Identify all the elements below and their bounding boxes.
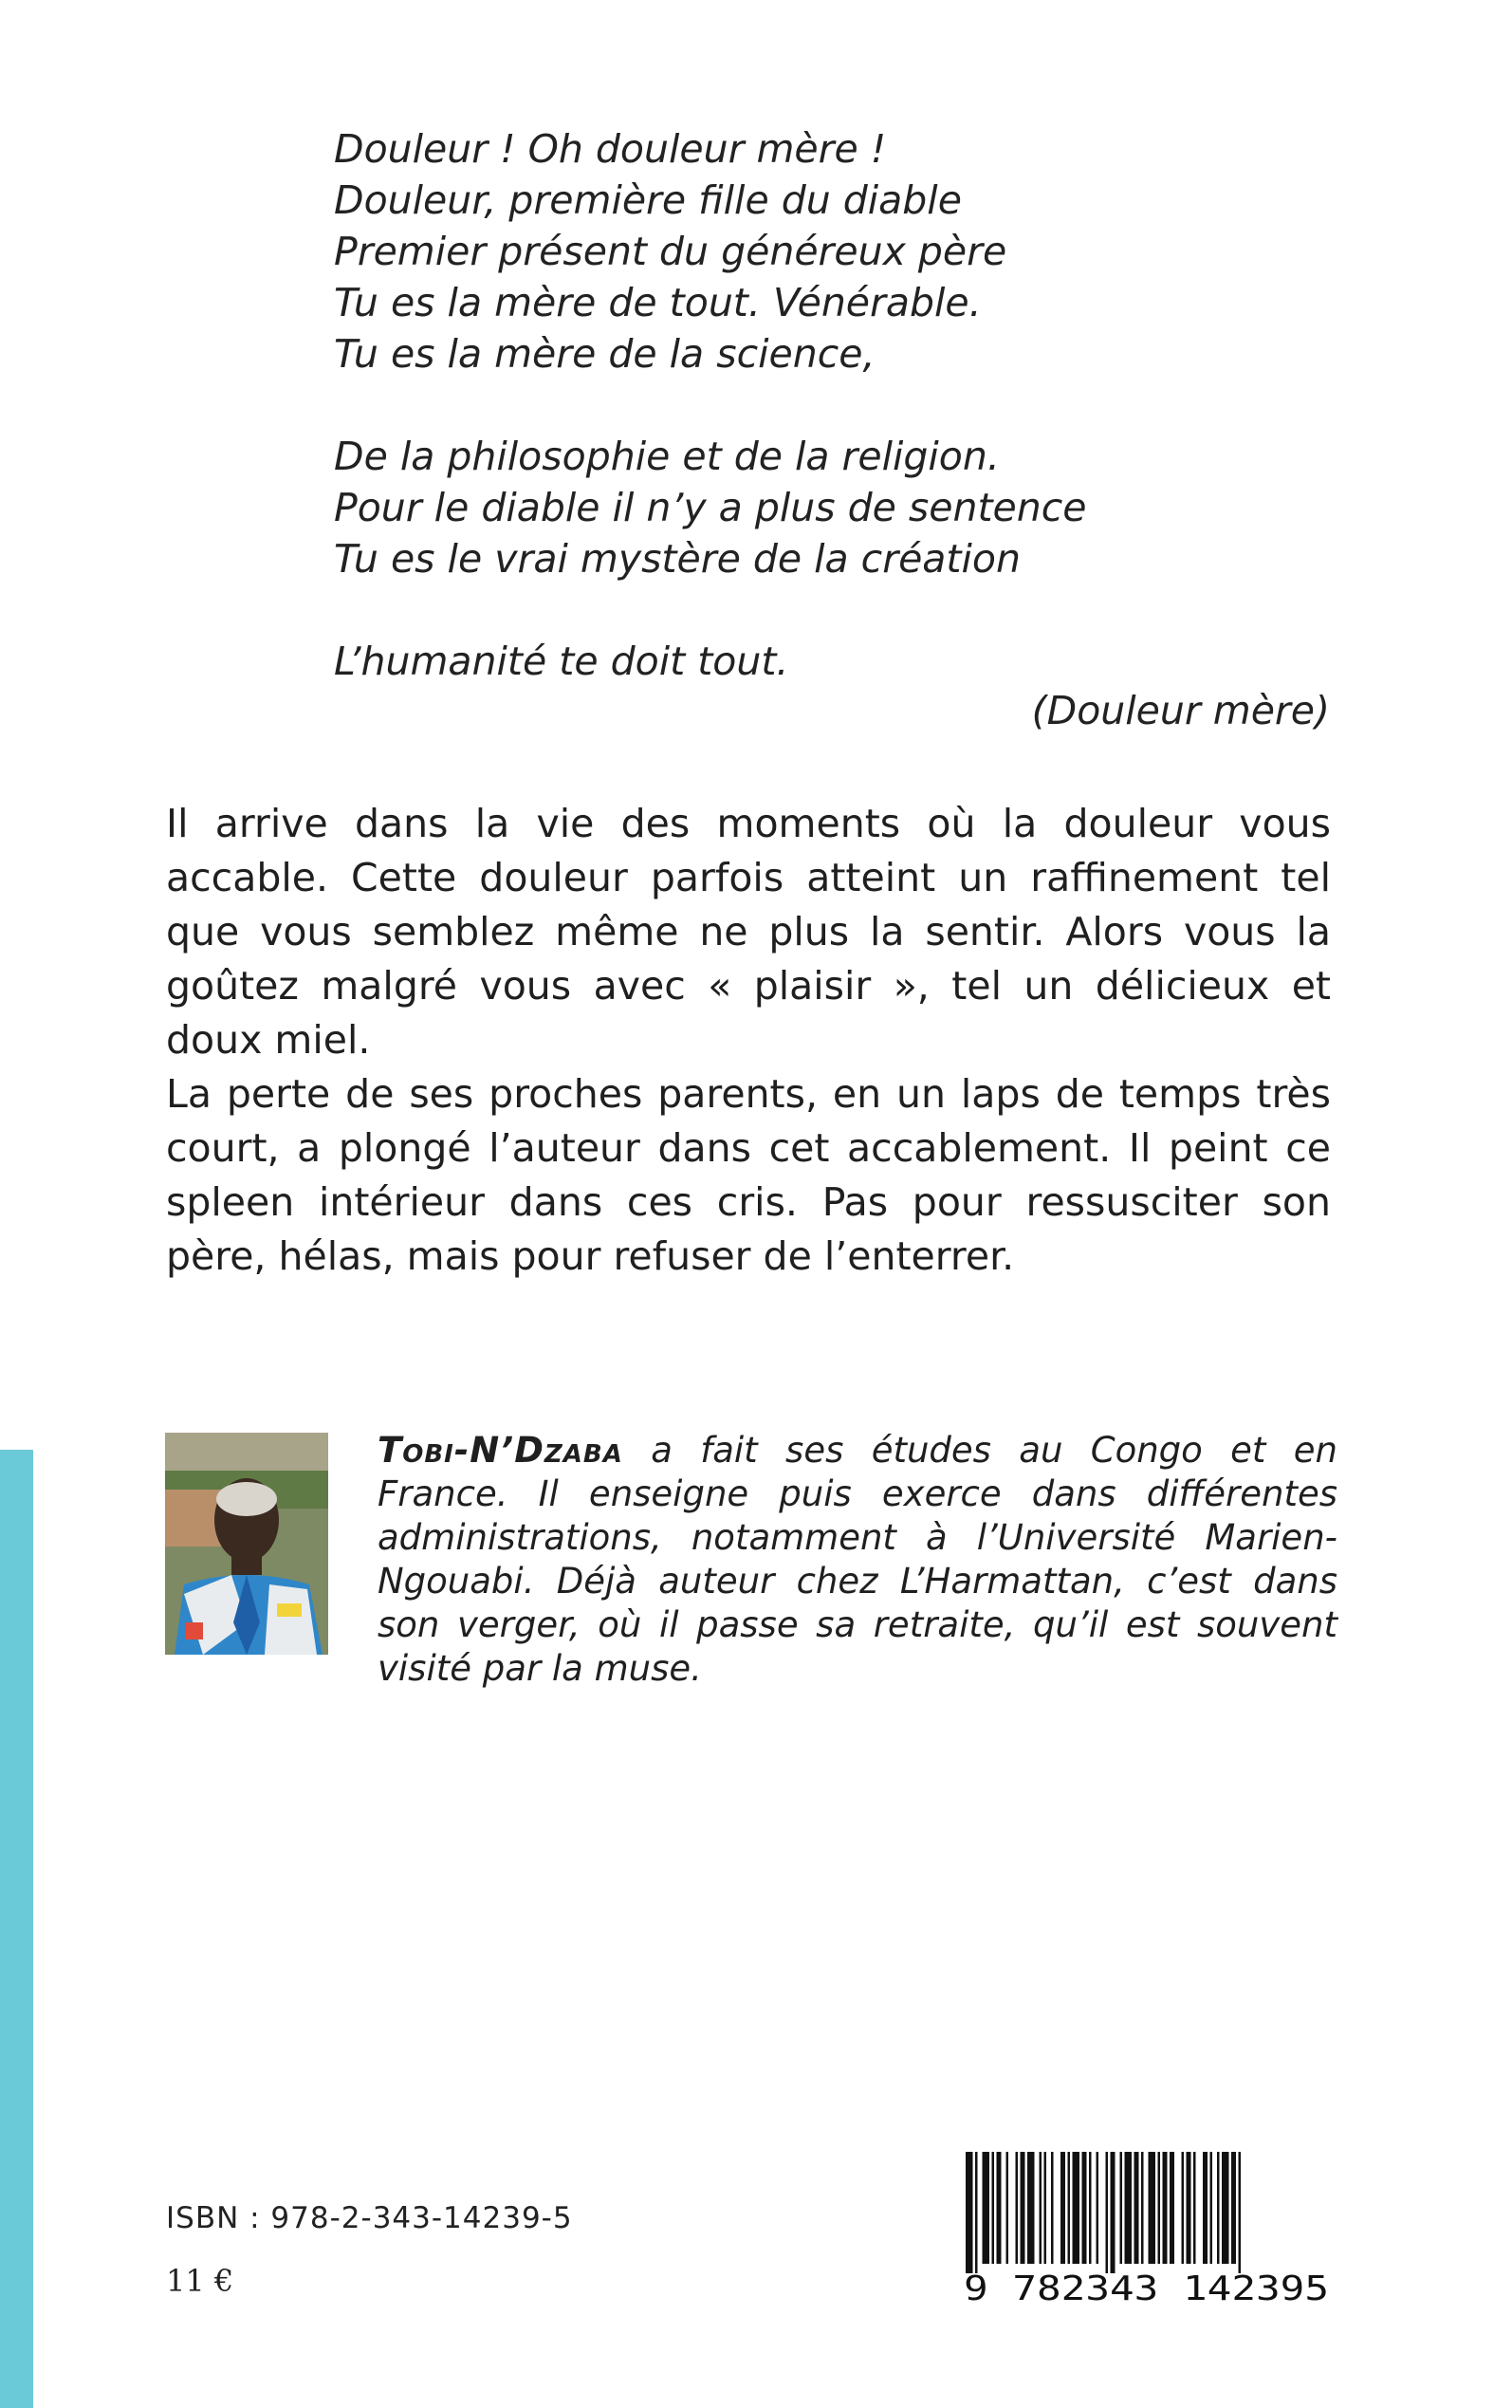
barcode-bar xyxy=(1170,2152,1174,2264)
poem-line: Premier présent du généreux père xyxy=(334,229,1007,274)
price-label: 11 € xyxy=(166,2263,234,2299)
barcode-bar xyxy=(1089,2152,1092,2264)
barcode-bar xyxy=(1163,2152,1168,2264)
author-name: Tobi-N’Dzaba xyxy=(378,1430,623,1471)
barcode-bar xyxy=(1097,2152,1099,2264)
barcode-bar xyxy=(992,2152,995,2264)
author-photo xyxy=(165,1433,328,1655)
barcode-bar xyxy=(1187,2152,1191,2264)
poem xyxy=(334,123,1339,738)
poem-line: L’humanité te doit tout. xyxy=(334,639,789,684)
barcode-bar xyxy=(983,2152,990,2264)
barcode-bar xyxy=(1068,2152,1071,2264)
barcode-bar xyxy=(1239,2152,1242,2273)
barcode-bar xyxy=(1044,2152,1047,2264)
barcode-bar xyxy=(1222,2152,1229,2264)
poem-line: Pour le diable il n’y a plus de sentence xyxy=(334,485,1087,530)
poem-stanza-3 xyxy=(334,636,1339,687)
barcode-bar xyxy=(1210,2152,1213,2264)
barcode-bar xyxy=(966,2152,973,2273)
accent-bar xyxy=(0,1450,33,2408)
barcode-bar xyxy=(1231,2152,1236,2264)
barcode-bar xyxy=(1027,2152,1035,2264)
barcode-bar xyxy=(1111,2152,1116,2273)
poem-stanza-1 xyxy=(334,123,1339,380)
poem-stanza-2 xyxy=(334,431,1339,584)
barcode xyxy=(958,2152,1333,2307)
barcode-bar xyxy=(975,2152,978,2273)
barcode-bar xyxy=(1060,2152,1065,2264)
barcode-bar xyxy=(1149,2152,1156,2264)
barcode-bar xyxy=(1051,2152,1054,2264)
barcode-bar xyxy=(1203,2152,1208,2264)
poem-line: Douleur ! Oh douleur mère ! xyxy=(334,126,887,172)
barcode-bar xyxy=(1193,2152,1196,2264)
poem-line: Douleur, première fille du diable xyxy=(334,177,962,223)
barcode-bar xyxy=(1006,2152,1009,2264)
barcode-bar xyxy=(1021,2152,1025,2264)
poem-line: Tu es la mère de tout. Vénérable. xyxy=(334,280,982,325)
poem-line: Tu es la mère de la science, xyxy=(334,331,876,377)
barcode-bar xyxy=(1073,2152,1080,2264)
barcode-bar xyxy=(1120,2152,1123,2264)
barcode-bar xyxy=(1082,2152,1087,2264)
poem-source: (Douleur mère) xyxy=(1031,688,1330,733)
isbn-label: ISBN : 978-2-343-14239-5 xyxy=(166,2201,573,2235)
barcode-bar xyxy=(1040,2152,1042,2264)
barcode-bar xyxy=(1106,2152,1109,2273)
back-cover-blurb xyxy=(166,797,1331,1284)
barcode-bar xyxy=(1134,2152,1139,2264)
blurb-paragraph-2: La perte de ses proches parents, en un laps de temps très court, a plongé l’auteur dans cet accablement. Il peint ce spleen intérieur dans ces cris. Pas pour ressusciter son père, hélas, mais pour refuser de l’enterrer. xyxy=(166,1071,1331,1279)
author-bio-text: a fait ses études au Congo et en France. Il enseigne puis exerce dans différentes administrations, notamment à l’Université Marien-Ngouabi. Déjà auteur chez L’Harmattan, c’est dans son verger, où il passe sa retraite, qu’il est souvent visité par la muse. xyxy=(378,1430,1337,1689)
author-bio xyxy=(378,1429,1337,1691)
barcode-bar xyxy=(1141,2152,1144,2264)
poem-line: De la philosophie et de la religion. xyxy=(334,434,1000,479)
poem-line: Tu es le vrai mystère de la création xyxy=(334,536,1021,582)
barcode-bar xyxy=(1217,2152,1220,2264)
barcode-bar xyxy=(1125,2152,1133,2264)
barcode-bar xyxy=(1016,2152,1019,2264)
barcode-bar xyxy=(997,2152,1002,2264)
barcode-number: 9 782343 142395 xyxy=(964,2269,1329,2307)
blurb-paragraph-1: Il arrive dans la vie des moments où la douleur vous accable. Cette douleur parfois atteint un raffinement tel que vous semblez même ne plus la sentir. Alors vous la goûtez malgré vous avec « plaisir », tel un délicieux et doux miel. xyxy=(166,801,1331,1063)
barcode-bar xyxy=(1158,2152,1161,2264)
barcode-bar xyxy=(1182,2152,1185,2264)
